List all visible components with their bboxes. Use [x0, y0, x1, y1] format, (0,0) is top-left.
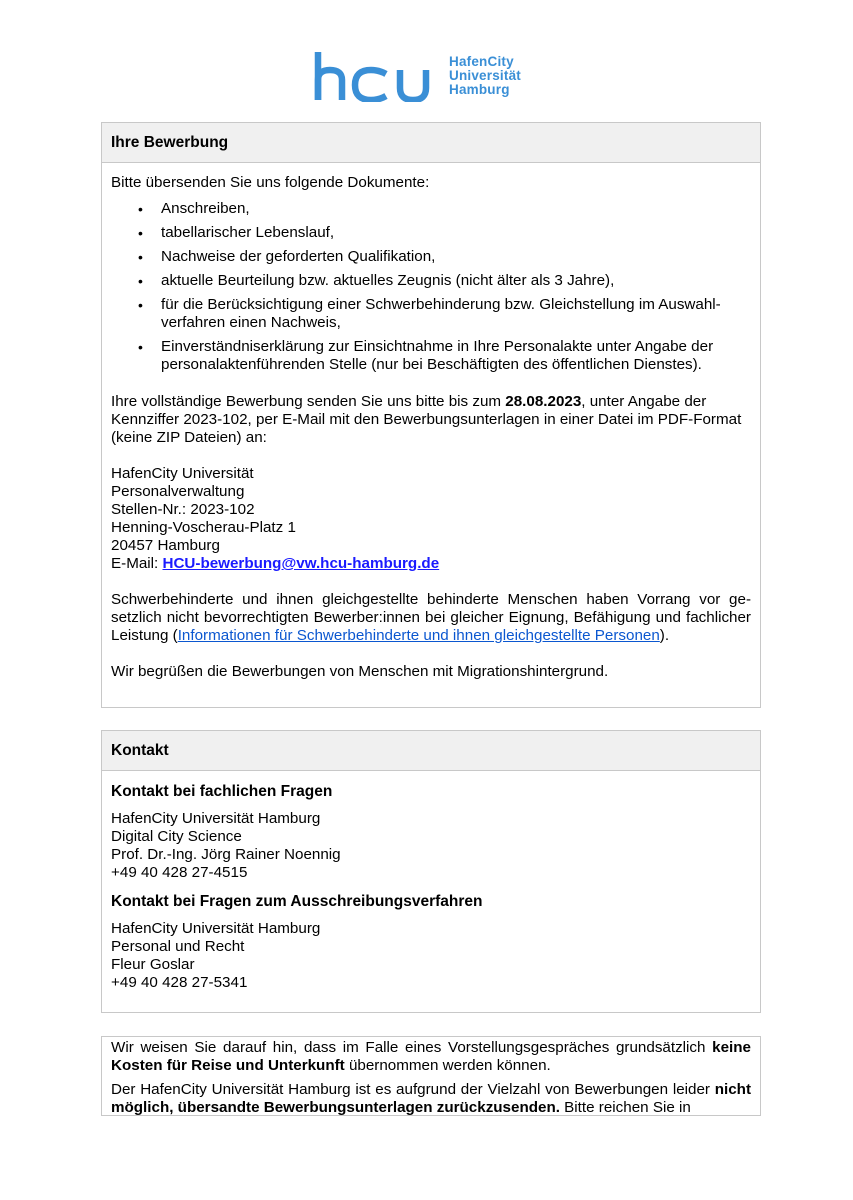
document-item: • für die Berücksichtigung einer Schwerbehinderung bzw. Gleichstellung im Auswahl-verfahren einen Nachweis, — [138, 296, 721, 331]
contact-line: HafenCity Universität Hamburg — [111, 920, 321, 937]
contact-line: Personal und Recht — [111, 938, 245, 955]
contact-line: Digital City Science — [111, 828, 242, 845]
disability-info-link[interactable]: Informationen für Schwerbehinderte und ihnen gleichgestellte Personen — [177, 627, 660, 644]
document-item: • Einverständniserklärung zur Einsichtnahme in Ihre Personalakte unter Angabe der personalaktenführenden Stelle (nur bei Beschäftigten des öffentlichen Dienstes). — [138, 338, 714, 373]
bullet-icon: • — [138, 297, 143, 313]
address-line: 20457 Hamburg — [111, 537, 220, 554]
contact-line: Fleur Goslar — [111, 956, 195, 973]
document-item: • Anschreiben, — [138, 200, 250, 217]
documents-list — [111, 200, 751, 374]
application-section — [101, 122, 761, 708]
procedure-contact-title: Kontakt bei Fragen zum Ausschreibungsverfahren — [111, 893, 483, 910]
bullet-icon: • — [138, 339, 143, 355]
application-email-link[interactable]: HCU-bewerbung@vw.hcu-hamburg.de — [162, 555, 440, 572]
contact-section — [101, 730, 761, 1013]
technical-contact-title: Kontakt bei fachlichen Fragen — [111, 783, 333, 800]
migration-paragraph: Wir begrüßen die Bewerbungen von Menschen mit Migrationshintergrund. — [111, 663, 609, 680]
procedure-contact-block — [111, 920, 751, 992]
application-intro: Bitte übersenden Sie uns folgende Dokumente: — [111, 174, 430, 191]
return-documents-notice: Der HafenCity Universität Hamburg ist es aufgrund der Vielzahl von Bewerbungen leider nicht möglich, übersandte Bewerbungsunterlagen zurückzusenden. Bitte reichen Sie in — [111, 1081, 751, 1116]
contact-phone: +49 40 428 27-5341 — [111, 974, 248, 991]
address-line: HafenCity Universität — [111, 465, 254, 482]
contact-body — [102, 783, 760, 992]
contact-line: Prof. Dr.-Ing. Jörg Rainer Noennig — [111, 846, 341, 863]
logo-line-2: Universität — [449, 68, 521, 83]
notice-section — [101, 1036, 761, 1116]
address-line: Personalverwaltung — [111, 483, 245, 500]
address-line: Henning-Voscherau-Platz 1 — [111, 519, 296, 536]
deadline-date: 28.08.2023 — [505, 393, 582, 410]
bullet-icon: • — [138, 225, 143, 241]
email-line: E-Mail: HCU-bewerbung@vw.hcu-hamburg.de — [111, 555, 440, 572]
hcu-logo-mark — [313, 50, 435, 102]
document-item: • aktuelle Beurteilung bzw. aktuelles Zeugnis (nicht älter als 3 Jahre), — [138, 272, 615, 289]
bullet-icon: • — [138, 249, 143, 265]
document-item: • tabellarischer Lebenslauf, — [138, 224, 335, 241]
deadline-paragraph: Ihre vollständige Bewerbung senden Sie uns bitte bis zum 28.08.2023, unter Angabe der Kennziffer 2023-102, per E-Mail mit den Bewerbungsunterlagen in einer Datei im PDF-Format (keine ZIP Dateien) an: — [111, 393, 742, 446]
contact-header: Kontakt — [102, 731, 760, 771]
logo-wordmark — [449, 55, 521, 97]
document-item: • Nachweise der geforderten Qualifikation, — [138, 248, 436, 265]
notice-body — [102, 1039, 760, 1116]
hcu-logo — [313, 48, 521, 104]
contact-line: HafenCity Universität Hamburg — [111, 810, 321, 827]
contact-phone: +49 40 428 27-4515 — [111, 864, 248, 881]
technical-contact-block — [111, 810, 751, 882]
logo-line-1: HafenCity — [449, 54, 514, 69]
logo-line-3: Hamburg — [449, 82, 510, 97]
bullet-icon: • — [138, 201, 143, 217]
travel-cost-notice: Wir weisen Sie darauf hin, dass im Falle eines Vorstellungsgespräches grundsätzlich keine Kosten für Reise und Unterkunft übernommen werden können. — [111, 1039, 751, 1074]
application-body — [102, 174, 760, 681]
address-line: Stellen-Nr.: 2023-102 — [111, 501, 255, 518]
disability-paragraph: Schwerbehinderte und ihnen gleichgestellte behinderte Menschen haben Vorrang vor ge-setzlich nicht bevorrechtigten Bewerber:innen bei gleicher Eignung, Befähigung und fachlicher Leistung (Informationen für Schwerbehinderte und ihnen gleichgestellte Personen). — [111, 591, 751, 644]
application-header: Ihre Bewerbung — [102, 123, 760, 163]
postal-address — [111, 465, 751, 573]
bullet-icon: • — [138, 273, 143, 289]
